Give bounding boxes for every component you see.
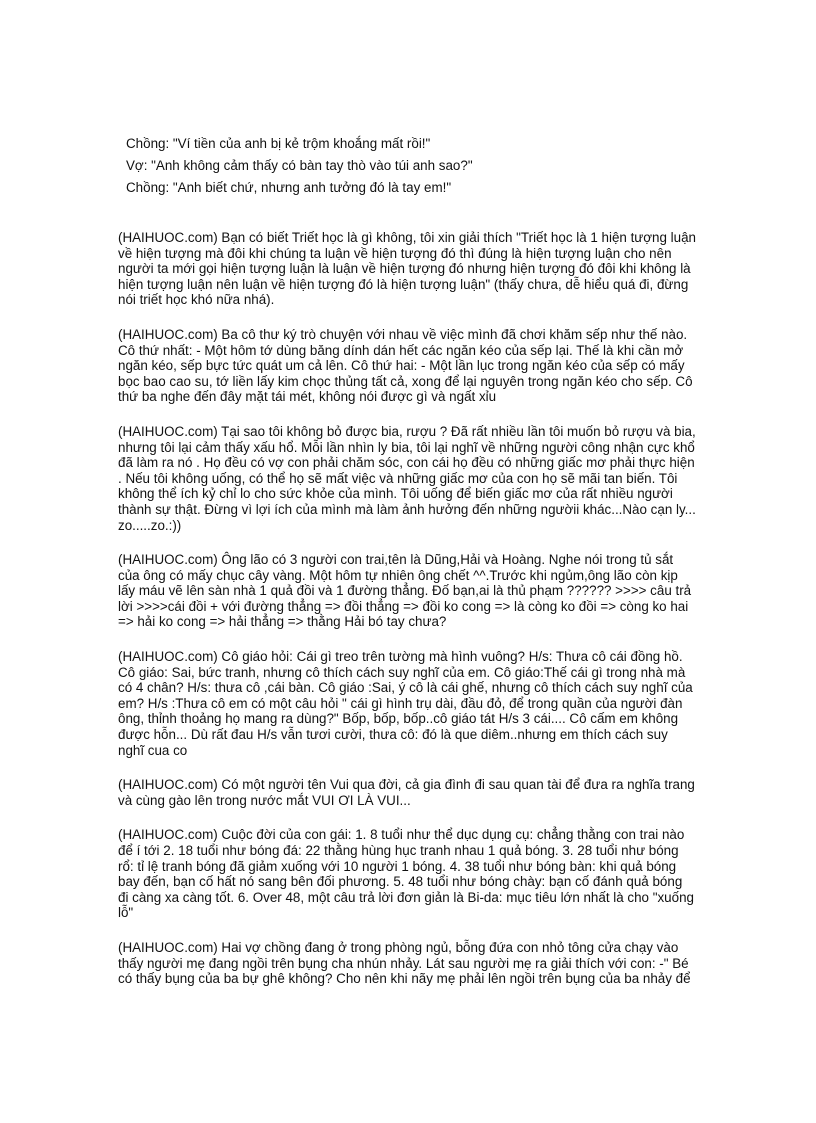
dialogue-line: Vợ: "Anh không cảm thấy có bàn tay thò vào túi anh sao?"	[126, 158, 473, 173]
joke-beer: (HAIHUOC.com) Tại sao tôi không bỏ được bia, rượu ? Đã rất nhiều lần tôi muốn bỏ rượu và bia, nhưng tôi lại cảm thấy xấu hổ. Mỗi lần nhìn ly bia, tôi lại nghĩ về những người công nhận cực khổ đã làm ra nó . Họ đều có vợ con phải chăm sóc, con cái họ đều có những giấc mơ phải thực hiện . Nếu tôi không uống, có thể họ sẽ mất việc và những giấc mơ của con họ sẽ mãi tan biến. Tôi không thể ích kỷ chỉ lo cho sức khỏe của mình. Tôi uống để biến giấc mơ của rất nhiều người thành sự thật. Đừng vì lợi ích của mình mà làm ảnh hưởng đến những ngườii khác...Nào cạn ly... zo.....zo.:))	[118, 423, 696, 533]
dialogue-line: Chồng: "Ví tiền của anh bị kẻ trộm khoắng mất rồi!"	[126, 136, 431, 151]
dialogue-line: Chồng: "Anh biết chứ, nhưng anh tưởng đó là tay em!"	[126, 180, 452, 195]
jokes-list	[118, 230, 696, 1006]
joke-teacher: (HAIHUOC.com) Cô giáo hỏi: Cái gì treo trên tường mà hình vuông? H/s: Thưa cô cái đồng hồ. Cô giáo: Sai, bức tranh, nhưng cô thích cách suy nghĩ của em. Cô giáo:Thế cái gì trong nhà mà có 4 chân? H/s: thưa cô ,cái bàn. Cô giáo :Sai, ý cô là cái ghế, nhưng cô thích cách suy nghĩ của em? H/s :Thưa cô em có một câu hỏi " cái gì hình trụ dài, đầu đỏ, để trong quần của người đàn ông, thỉnh thoảng họ mang ra dùng?" Bốp, bốp, bốp..cô giáo tát H/s 3 cái.... Cô cấm em không được hỗn... Dù rất đau H/s vẫn tươi cười, thưa cô: đó là que diêm..nhưng em thích cách suy nghĩ cua co	[118, 649, 693, 758]
joke-secretaries: (HAIHUOC.com) Ba cô thư ký trò chuyện với nhau về việc mình đã chơi khăm sếp như thế nào. Cô thứ nhất: - Một hôm tớ dùng băng dính dán hết các ngăn kéo của sếp lại. Thế là khi cần mở ngăn kéo, sếp bực tức quát um cả lên. Cô thứ hai: - Một lần lục trong ngăn kéo của sếp có mấy bọc bao cao su, tớ liền lấy kim chọc thủng tất cả, xong để lại nguyên trong ngăn kéo cho sếp. Cô thứ ba nghe đến đây mặt tái mét, không nói được gì và ngất xỉu	[118, 326, 693, 405]
joke-bedroom: (HAIHUOC.com) Hai vợ chồng đang ở trong phòng ngủ, bỗng đứa con nhỏ tông cửa chạy vào thấy người mẹ đang ngồi trên bụng cha nhún nhảy. Lát sau người mẹ ra giải thích với con: -" Bé có thấy bụng của ba bự ghê không? Cho nên khi nãy mẹ phải lên ngồi trên bụng của ba nhảy để	[118, 939, 691, 987]
joke-old-man: (HAIHUOC.com) Ông lão có 3 người con trai,tên là Dũng,Hải và Hoàng. Nghe nói trong tủ sắt của ông có mấy chục cây vàng. Một hôm tự nhiên ông chết ^^.Trước khi ngủm,ông lão còn kịp lấy máu vẽ lên sàn nhà 1 quả đồi và 1 đường thẳng. Đố bạn,ai là thủ phạm ?????? >>>> câu trả lời >>>>cái đồi + với đường thẳng => đồi thẳng => đồi ko cong => là còng ko đồi => còng ko hai => hải ko cong => hải thẳng => thằng Hải bó tay chưa?	[118, 552, 692, 630]
joke-girl-life: (HAIHUOC.com) Cuộc đời của con gái: 1. 8 tuổi như thể dục dụng cụ: chẳng thằng con trai nào để í tới 2. 18 tuổi như bóng đá: 22 thằng hùng hục tranh nhau 1 quả bóng. 3. 28 tuổi như bóng rổ: tỉ lệ tranh bóng đã giảm xuống với 10 người 1 bóng. 4. 38 tuổi như bóng bàn: khi quả bóng bay đến, bạn cố hất nó sang bên đối phương. 5. 48 tuổi như bóng chày: bạn cố đánh quả bóng đi càng xa càng tốt. 6. Over 48, một câu trả lời đơn giản là Bi-da: mục tiêu lớn nhất là cho "xuống lỗ"	[118, 827, 694, 921]
dialogue-block	[126, 135, 726, 201]
joke-vui: (HAIHUOC.com) Có một người tên Vui qua đời, cả gia đình đi sau quan tài để đưa ra nghĩa trang và cùng gào lên trong nước mắt VUI ƠI LÀ VUI...	[118, 777, 695, 808]
joke-philosophy: (HAIHUOC.com) Bạn có biết Triết học là gì không, tôi xin giải thích "Triết học là 1 hiện tượng luận về hiện tượng mà đôi khi chúng ta luận về hiện tượng đó thì đúng là hiện tượng luận cho nên người ta mới gọi hiện tượng luận là luận về hiện tượng đó nhưng hiện tượng đó đôi khi không là hiện tượng luận nên luận về hiện tượng đó là hiện tượng luận" (thấy chưa, dễ hiểu quá đi, đừng nói triết học khó nữa nhá).	[118, 230, 696, 308]
